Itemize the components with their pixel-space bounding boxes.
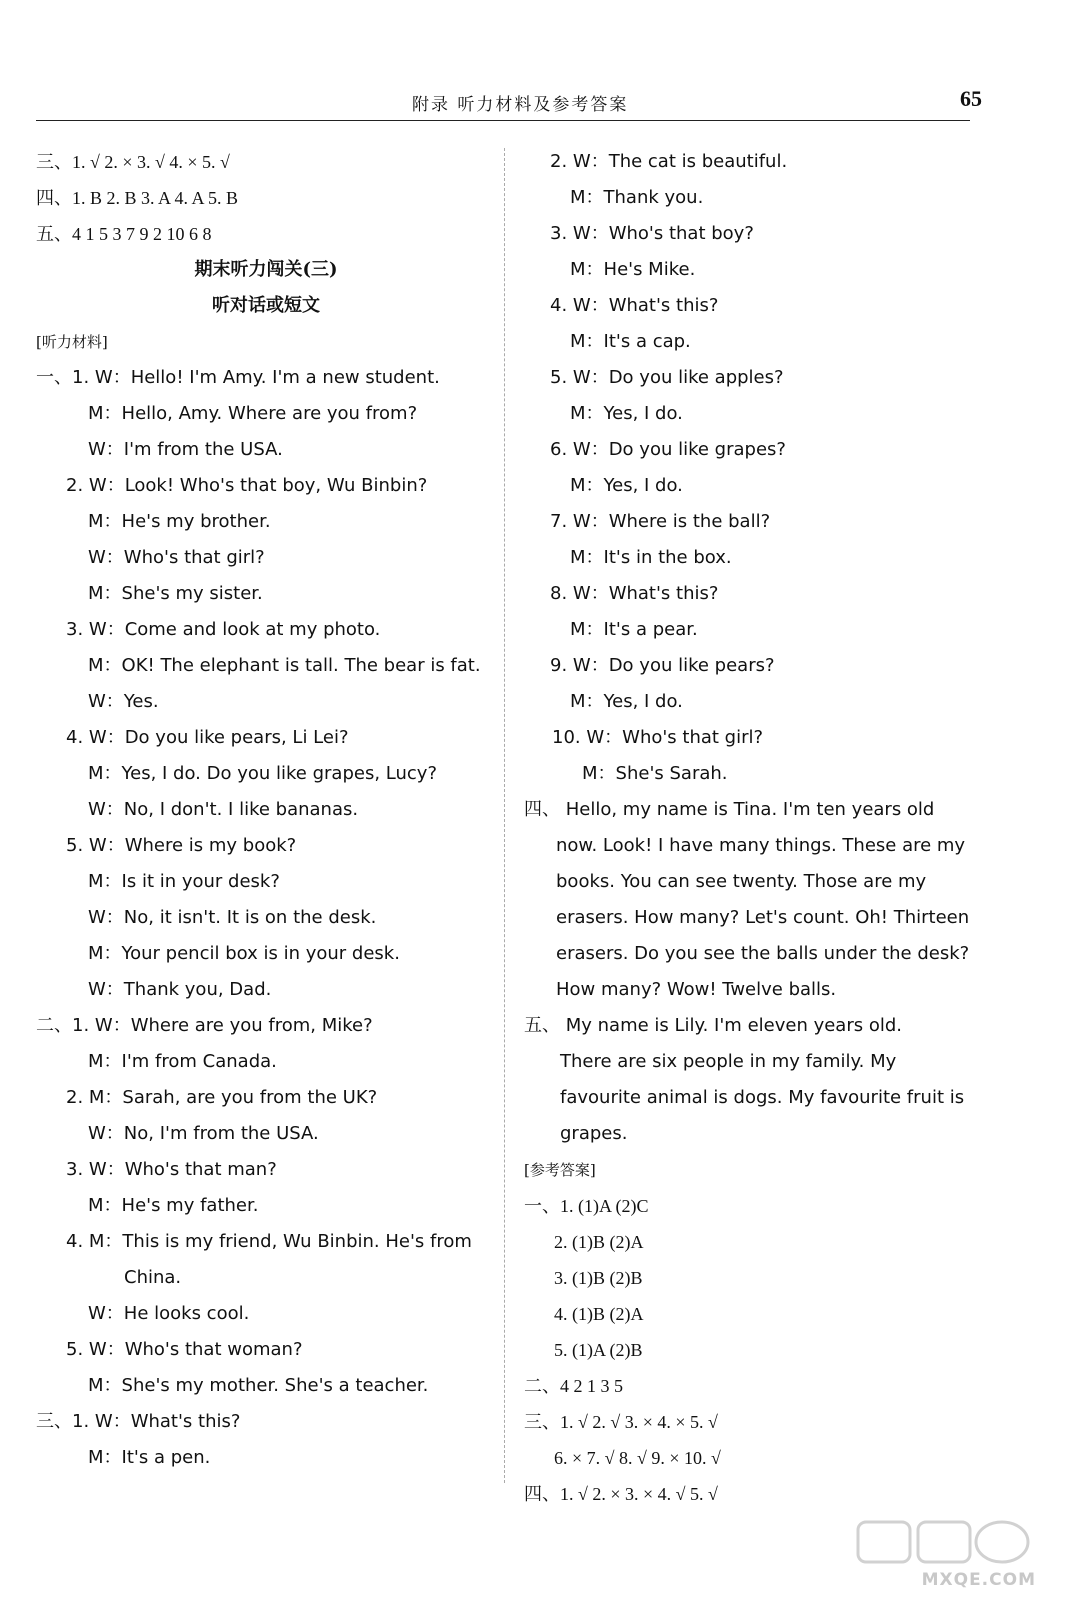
right-column-line: 二、4 2 1 3 5 <box>524 1376 623 1396</box>
right-column-line: 四、 Hello, my name is Tina. I'm ten years old <box>524 799 935 820</box>
left-column-line: W：Yes. <box>88 691 159 712</box>
left-column-line: 5. W：Who's that woman? <box>66 1339 303 1360</box>
right-column-line: M：Yes, I do. <box>570 691 683 712</box>
left-column-line: 4. M：This is my friend, Wu Binbin. He's from <box>66 1231 472 1252</box>
left-column-line: M：Your pencil box is in your desk. <box>88 943 400 964</box>
right-column-line: erasers. How many? Let's count. Oh! Thirteen <box>556 907 970 928</box>
left-column-line: W：I'm from the USA. <box>88 439 283 460</box>
right-column-line: 5. W：Do you like apples? <box>550 367 784 388</box>
left-column-line: 3. W：Who's that man? <box>66 1159 277 1180</box>
left-column-line: M：She's my mother. She's a teacher. <box>88 1375 429 1396</box>
watermark-text: MXQE.COM <box>921 1570 1036 1590</box>
right-column-line: M：It's a pear. <box>570 619 698 640</box>
column-divider <box>504 148 505 1483</box>
left-column-line: M：I'm from Canada. <box>88 1051 277 1072</box>
right-column-line: 五、 My name is Lily. I'm eleven years old. <box>524 1015 902 1036</box>
right-column-line: 4. W：What's this? <box>550 295 719 316</box>
left-column-line: M：She's my sister. <box>88 583 263 604</box>
left-column-line: 2. W：Look! Who's that boy, Wu Binbin? <box>66 475 428 496</box>
left-column-line: 三、1. W：What's this? <box>36 1411 241 1432</box>
left-column-line: M：Yes, I do. Do you like grapes, Lucy? <box>88 763 437 784</box>
left-column-line: M：Hello, Amy. Where are you from? <box>88 403 418 424</box>
right-column-line: favourite animal is dogs. My favourite fruit is <box>560 1087 965 1108</box>
left-column-line: M：It's a pen. <box>88 1447 211 1468</box>
left-column-line: W：Thank you, Dad. <box>88 979 272 1000</box>
right-column-line: 6. W：Do you like grapes? <box>550 439 786 460</box>
left-column-line: 期末听力闯关(三) <box>194 259 338 280</box>
right-column-line: 3. W：Who's that boy? <box>550 223 754 244</box>
right-column-line: 8. W：What's this? <box>550 583 719 604</box>
right-column <box>524 144 979 1512</box>
right-column-line: now. Look! I have many things. These are my <box>556 835 966 856</box>
left-column-line: 听对话或短文 <box>212 295 320 316</box>
right-column-line: M：She's Sarah. <box>582 763 728 784</box>
left-column-line: M：He's my brother. <box>88 511 271 532</box>
right-column-line: 三、1. √ 2. √ 3. × 4. × 5. √ <box>524 1412 718 1432</box>
left-column-line: 三、1. √ 2. × 3. √ 4. × 5. √ <box>36 152 230 172</box>
right-column-line: M：It's a cap. <box>570 331 691 352</box>
right-column-line: grapes. <box>560 1123 628 1144</box>
left-column-line: 五、4 1 5 3 7 9 2 10 6 8 <box>36 224 212 244</box>
left-column <box>36 144 496 1476</box>
right-column-line: 5. (1)A (2)B <box>554 1340 643 1360</box>
left-column-line: 4. W：Do you like pears, Li Lei? <box>66 727 349 748</box>
left-column-line: [听力材料] <box>36 333 108 351</box>
left-column-line: W：No, it isn't. It is on the desk. <box>88 907 377 928</box>
right-column-line: erasers. Do you see the balls under the desk? <box>556 943 970 964</box>
left-column-line: W：No, I'm from the USA. <box>88 1123 319 1144</box>
left-column-line: M：OK! The elephant is tall. The bear is fat. <box>88 655 481 676</box>
right-column-line: 2. (1)B (2)A <box>554 1232 644 1252</box>
left-column-line: W：Who's that girl? <box>88 547 265 568</box>
right-column-line: [参考答案] <box>524 1161 596 1179</box>
left-column-line: W：He looks cool. <box>88 1303 250 1324</box>
right-column-line: There are six people in my family. My <box>560 1051 897 1072</box>
left-column-line: M：He's my father. <box>88 1195 259 1216</box>
left-column-line: 四、1. B 2. B 3. A 4. A 5. B <box>36 188 239 208</box>
left-column-line: W：No, I don't. I like bananas. <box>88 799 359 820</box>
left-column-line: M：Is it in your desk? <box>88 871 280 892</box>
right-column-line: M：He's Mike. <box>570 259 696 280</box>
right-column-line: 2. W：The cat is beautiful. <box>550 151 788 172</box>
right-column-line: M：Thank you. <box>570 187 704 208</box>
left-column-line: China. <box>124 1267 182 1288</box>
page-number: 65 <box>960 86 982 111</box>
left-column-line: 二、1. W：Where are you from, Mike? <box>36 1015 373 1036</box>
right-column-line: 一、1. (1)A (2)C <box>524 1196 649 1216</box>
right-column-line: books. You can see twenty. Those are my <box>556 871 927 892</box>
right-column-line: M：It's in the box. <box>570 547 732 568</box>
right-column-line: 9. W：Do you like pears? <box>550 655 775 676</box>
left-column-line: 一、1. W：Hello! I'm Amy. I'm a new student. <box>36 367 440 388</box>
right-column-line: M：Yes, I do. <box>570 475 683 496</box>
right-column-line: 3. (1)B (2)B <box>554 1268 643 1288</box>
right-column-line: 7. W：Where is the ball? <box>550 511 771 532</box>
page-header <box>36 84 982 121</box>
right-column-line: 4. (1)B (2)A <box>554 1304 644 1324</box>
header-title: 附录 听力材料及参考答案 <box>412 95 629 115</box>
right-column-line: How many? Wow! Twelve balls. <box>556 979 837 1000</box>
right-column-line: 四、1. √ 2. × 3. × 4. √ 5. √ <box>524 1484 718 1504</box>
left-column-line: 3. W：Come and look at my photo. <box>66 619 381 640</box>
right-column-line: M：Yes, I do. <box>570 403 683 424</box>
right-column-line: 10. W：Who's that girl? <box>552 727 764 748</box>
left-column-line: 2. M：Sarah, are you from the UK? <box>66 1087 378 1108</box>
left-column-line: 5. W：Where is my book? <box>66 835 297 856</box>
right-column-line: 6. × 7. √ 8. √ 9. × 10. √ <box>554 1448 721 1468</box>
